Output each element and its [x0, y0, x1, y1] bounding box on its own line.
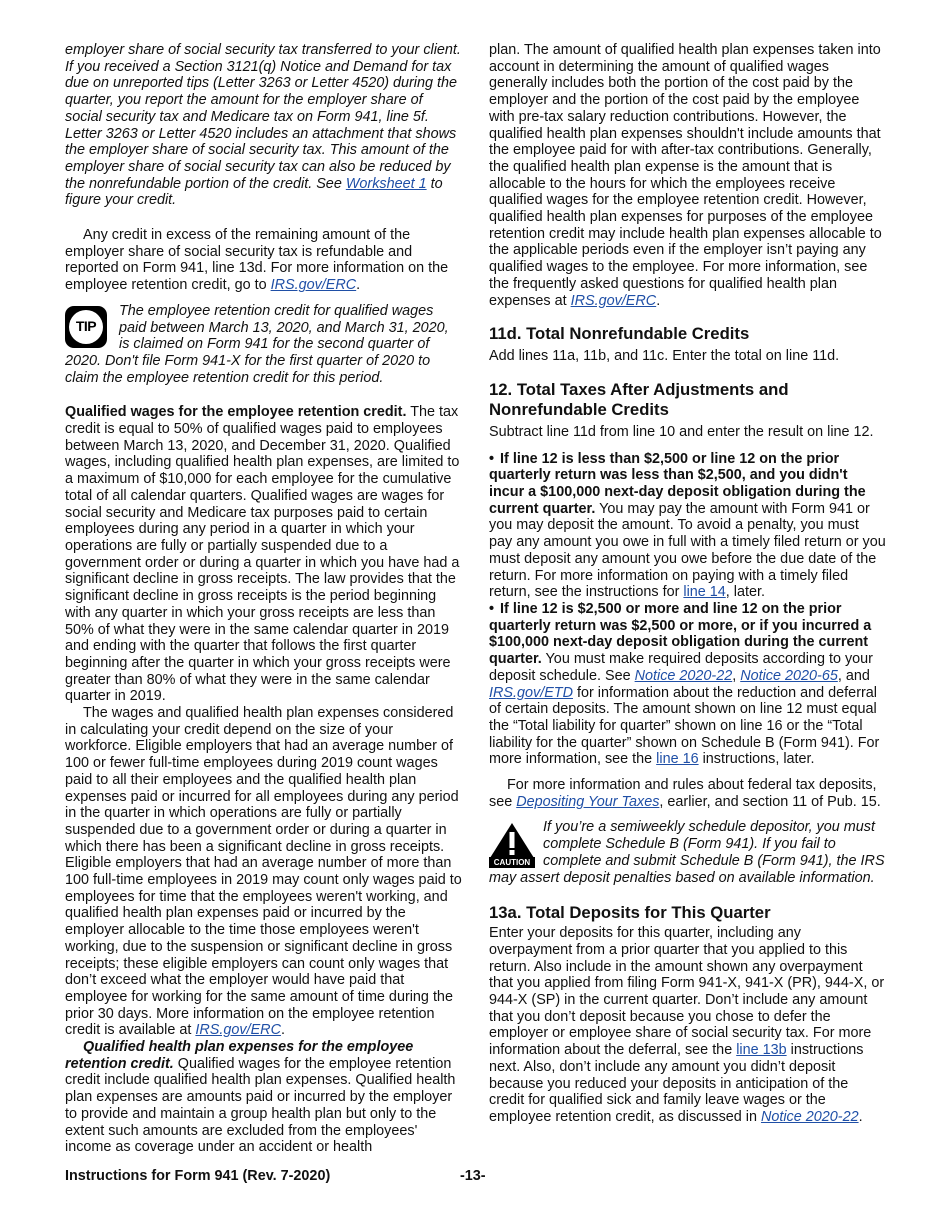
- paragraph-health-plan: Qualified health plan expenses for the employee retention credit. Qualified wages for the employee retention credit include qualified health plan expenses. Qualified health plan expenses are amounts paid or incurred by the employer to provide and maintain a group health plan but only to the extent such amounts are excluded from the employees' income as coverage under an accident or health: [65, 1039, 456, 1156]
- caution-text: If you’re a semiweekly schedule depositor, you must complete Schedule B (Form 941). If you fail to complete and submit Schedule B (Form 941), the IRS may assert deposit penalties based on available information.: [489, 819, 885, 886]
- paragraph-workforce: The wages and qualified health plan expenses considered in calculating your credit depend on the size of your workforce. Eligible employers that had an average number of 100 or fewer full-time employees during 2019 count wages paid to all their employees and the qualified health plan expenses paid or incurred for all employees during any period in the quarter in which operations are fully or partially suspended due to a government order or during a quarter in which there has been a significant decline in gross receipts. Eligible employers that had an average number of more than 100 full-time employees in 2019 may count only wages paid to employees for time that the employees weren't working, and qualified health plan expenses paid or incurred by the employer allocable to the time those employees weren't working, due to the suspension or significant decline in gross receipts; these eligible employers can count only wages that don’t exceed what the employer would have paid that employee for working for the same amount of time during the prior 30 days. More information on the employee retention credit is available at IRS.gov/ERC.: [65, 705, 462, 1039]
- tip-text: The employee retention credit for qualified wages paid between March 13, 2020, and March 31, 2020, is claimed on Form 941 for the second quarter of 2020. Don't file Form 941-X for the first quarter of 2020 to claim the employee retention credit for this period.: [65, 302, 449, 386]
- link-irs-etd[interactable]: IRS.gov/ETD: [489, 684, 573, 701]
- paragraph-more-info: For more information and rules about federal tax deposits, see Depositing Your Taxes, earlier, and section 11 of Pub. 15.: [489, 777, 881, 810]
- link-notice-2020-22[interactable]: Notice 2020-22: [634, 667, 733, 684]
- heading-12: 12. Total Taxes After Adjustments and Nonrefundable Credits: [489, 379, 789, 419]
- paragraph-excess-credit: Any credit in excess of the remaining amount of the employer share of social security tax is refundable and reported on Form 941, line 13d. For more information on the employee retention credit, go to IRS.gov/ERC.: [65, 227, 449, 294]
- link-irs-erc-2[interactable]: IRS.gov/ERC: [195, 1022, 281, 1039]
- tip-note: [65, 303, 462, 387]
- link-worksheet-1[interactable]: Worksheet 1: [345, 175, 427, 192]
- heading-13a: 13a. Total Deposits for This Quarter: [489, 903, 771, 923]
- link-irs-erc-3[interactable]: IRS.gov/ERC: [570, 292, 657, 309]
- page-number: -13-: [460, 1168, 486, 1184]
- link-irs-erc[interactable]: IRS.gov/ERC: [270, 277, 357, 294]
- caution-note: [489, 819, 886, 886]
- paragraph-12: Subtract line 11d from line 10 and enter the result on line 12.: [489, 423, 874, 440]
- paragraph-13a: Enter your deposits for this quarter, including any overpayment from a prior quarter that you applied to this return. Also include in the amount shown any overpayment that you applied from filing Form 941-X, 941-X (PR), 944-X, or 944-X (SP) in the current quarter. Don’t include any amount that you don’t deposit because you chose to defer the employer or employee share of social security tax. For more information about the deferral, see the line 13b instructions next. Also, don’t include any amount you didn’t deposit because you reduced your deposits in anticipation of the credit for qualified sick and family leave wages or the employee retention credit, as discussed in Notice 2020-22.: [489, 925, 885, 1125]
- link-depositing-your-taxes[interactable]: Depositing Your Taxes: [516, 793, 660, 810]
- right-column: [489, 42, 886, 1126]
- paragraph-11d: Add lines 11a, 11b, and 11c. Enter the total on line 11d.: [489, 348, 840, 365]
- link-line-14[interactable]: line 14: [683, 584, 726, 601]
- paragraph-qualified-wages: Qualified wages for the employee retention credit. The tax credit is equal to 50% of qualified wages paid to employees between March 13, 2020, and December 31, 2020. Qualified wages, including qualified health plan expenses, are limited to a maximum of $10,000 for each employee for the cumulative total of all calendar quarters. Qualified wages are wages for social security and Medicare tax purposes paid to certain employees during any period in a quarter in which your operations are fully or partially suspended due to a government order or during a quarter in which you have had a significant decline in gross receipts. The law provides that the significant decline in gross receipts is the period beginning with any quarter in which your gross receipts are less than 50% of what they were in the same calendar quarter in 2019 and ending with the quarter that follows the first quarter beginning after the quarter in which your gross receipts were greater than 80% of what they were in the same calendar quarter in 2019.: [65, 404, 460, 705]
- heading-11d: 11d. Total Nonrefundable Credits: [489, 324, 750, 344]
- link-notice-2020-22-b[interactable]: Notice 2020-22: [760, 1108, 859, 1125]
- bullet-2500-or-more: • If line 12 is $2,500 or more and line 12 on the prior quarterly return was $2,500 or more, or if you incurred a $100,000 next-day deposit obligation during the current quarter. You must make required deposits according to your deposit schedule. See Notice 2020-22, Notice 2020-65, and IRS.gov/ETD for information about the reduction and deferral of certain deposits. The amount shown on line 12 must equal the “Total liability for quarter” shown on line 16 or the “Total liability for the quarter” shown on Schedule B (Form 941). For more information, see the line 16 instructions, later.: [489, 601, 886, 768]
- paragraph-worksheet: employer share of social security tax transferred to your client. If you received a Section 3121(q) Notice and Demand for tax due on unreported tips (Letter 3263 or Letter 4520) during the quarter, you report the amount for the employer share of social security tax and Medicare tax on Form 941, line 5f. Letter 3263 or Letter 4520 includes an attachment that shows the employer share of social security tax. This amount of the employer share of social security tax can also be reduced by the nonrefundable portion of the credit. See Worksheet 1 to figure your credit.: [65, 42, 461, 209]
- link-notice-2020-65[interactable]: Notice 2020-65: [740, 667, 838, 684]
- link-line-13b[interactable]: line 13b: [736, 1042, 787, 1059]
- bullet-less-than-2500: • If line 12 is less than $2,500 or line 12 on the prior quarterly return was less than $2,500, and you didn't incur a $100,000 next-day deposit obligation during the current quarter. You may pay the amount with Form 941 or you may deposit the amount. To avoid a penalty, you must pay any amount you owe in full with a timely filed return or you must deposit any amount you owe before the due date of the return. For more information on paying with a timely filed return, see the instructions for line 14, later.: [489, 451, 886, 601]
- link-line-16[interactable]: line 16: [656, 751, 699, 768]
- left-column: [65, 42, 462, 1156]
- tip-icon: TIP: [65, 306, 111, 352]
- footer-form-title: Instructions for Form 941 (Rev. 7-2020): [65, 1168, 331, 1184]
- paragraph-health-plan-cont: plan. The amount of qualified health plan expenses taken into account in determining the amount of qualified wages generally includes both the portion of the cost paid by the employer and the portion of the cost paid by the employee with pre-tax salary reduction contributions. However, the qualified health plan expenses shouldn't include amounts that the employee paid for with after-tax contributions. Generally, the qualified health plan expense is the amount that is allocable to the hours for which the employees receive qualified wages for the employee retention credit. However, qualified health plan expenses for purposes of the employee retention credit may include health plan expenses allocable to the applicable periods even if the employer isn’t paying any qualified wages to the employee. For more information, see the frequently asked questions for qualified health plan expenses at IRS.gov/ERC.: [489, 42, 882, 309]
- caution-icon: CAUTION: [489, 822, 535, 868]
